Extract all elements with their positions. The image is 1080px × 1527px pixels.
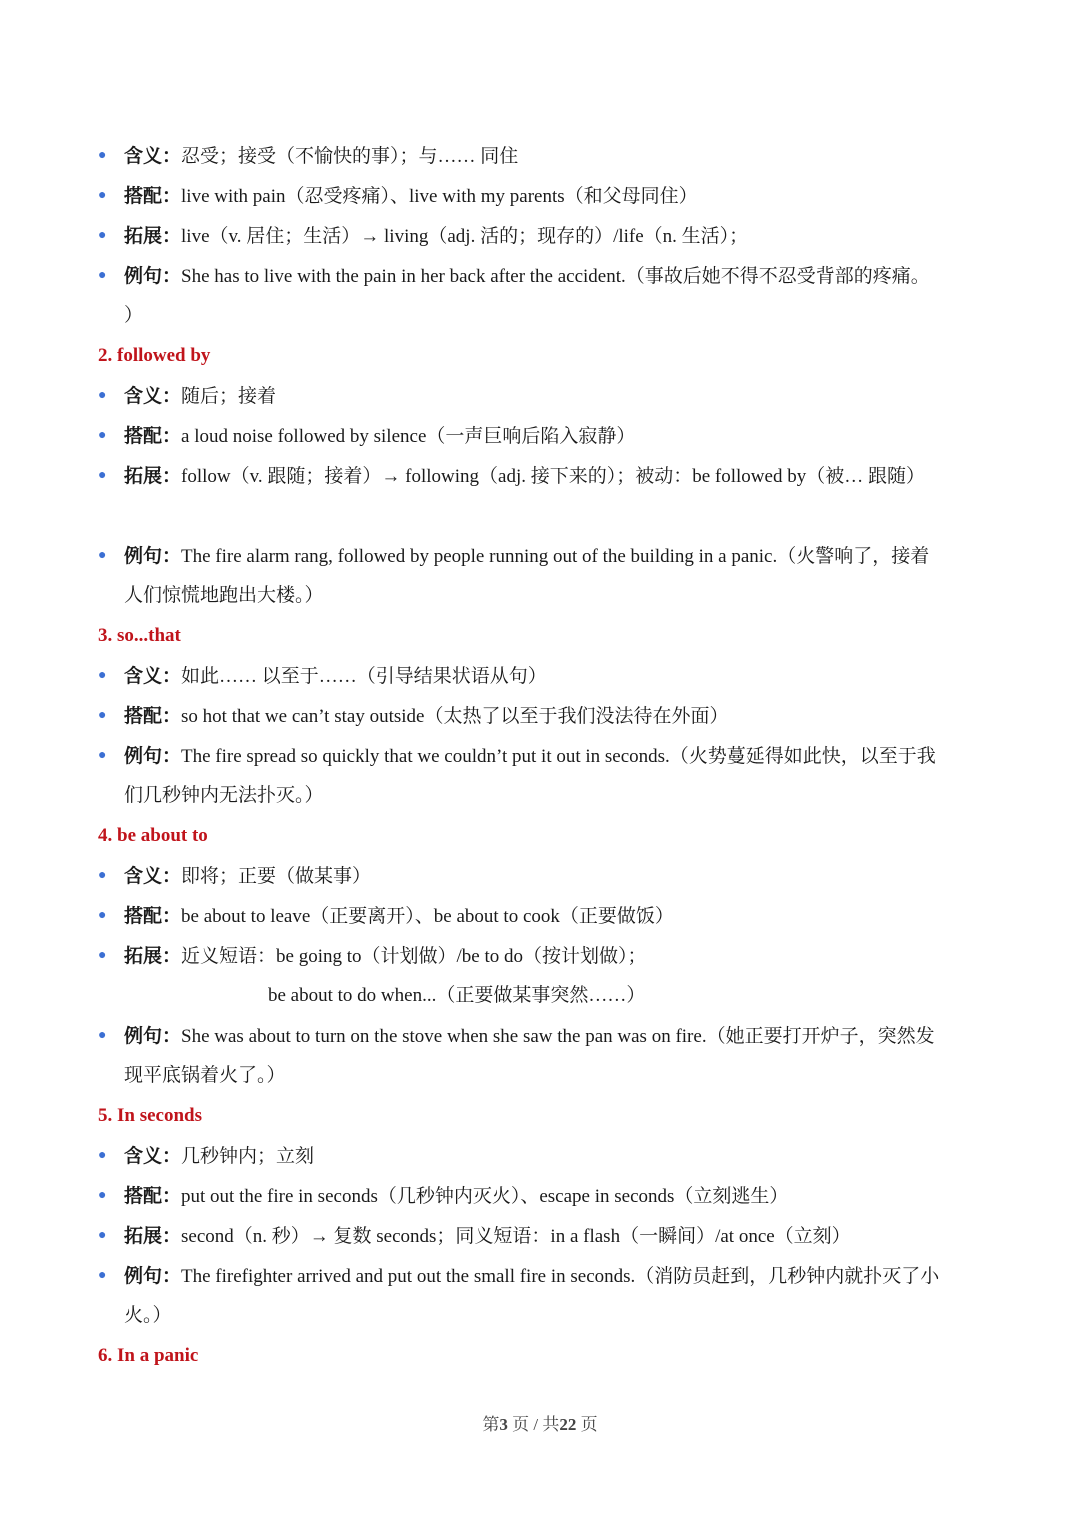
page-number: 3: [499, 1415, 508, 1434]
list-item: [98, 416, 998, 456]
section-heading: 6. In a panic: [98, 1345, 199, 1366]
item-text: She was about to turn on the stove when she saw the pan was on fire.（她正要打开炉子，突然发: [181, 1026, 935, 1047]
item-label: 搭配：: [124, 185, 182, 207]
item-text: so hot that we can’t stay outside（太热了以至于我们没法待在外面）: [181, 706, 729, 727]
item-text: live（v. 居住；生活）→ living（adj. 活的；现存的）/life（n. 生活）；: [181, 226, 749, 247]
item-label: 例句：: [124, 545, 182, 567]
item-label: 拓展：: [124, 945, 182, 967]
footer-suffix: 页: [576, 1415, 598, 1434]
bullet-icon: ●: [98, 188, 107, 203]
list-item: [98, 1016, 998, 1056]
bullet-icon: ●: [98, 1028, 107, 1043]
bullet-icon: ●: [98, 148, 107, 163]
bullet-icon: ●: [98, 868, 107, 883]
item-label: 搭配：: [124, 1185, 182, 1207]
bullet-icon: ●: [98, 1188, 107, 1203]
bullet-icon: ●: [98, 1148, 107, 1163]
list-item: [98, 536, 998, 576]
bullet-icon: ●: [98, 948, 107, 963]
list-item: [98, 736, 998, 776]
item-label: 例句：: [124, 1025, 182, 1047]
item-text: 如此…… 以至于……（引导结果状语从句）: [181, 666, 547, 687]
item-text: 即将；正要（做某事）: [181, 866, 372, 887]
section-heading: 5. In seconds: [98, 1105, 202, 1126]
list-item: [98, 1216, 998, 1256]
bullet-icon: ●: [98, 268, 107, 283]
page-footer: [0, 1410, 1080, 1435]
item-text: be about to leave（正要离开）、be about to cook（正要做饭）: [181, 906, 674, 927]
footer-prefix: 第: [482, 1415, 500, 1434]
footer-middle: 页 / 共: [507, 1415, 560, 1434]
bullet-icon: ●: [98, 228, 107, 243]
item-label: 拓展：: [124, 225, 182, 247]
list-item: [98, 896, 998, 936]
list-item: [98, 136, 998, 176]
list-item: [98, 1256, 998, 1296]
item-text: follow（v. 跟随；接着）→ following（adj. 接下来的）；被动：be followed by（被… 跟随）: [181, 466, 925, 487]
item-label: 搭配：: [124, 425, 182, 447]
item-label: 含义：: [124, 1145, 182, 1167]
section-heading: 2. followed by: [98, 345, 211, 366]
list-item: [98, 1176, 998, 1216]
bullet-icon: ●: [98, 388, 107, 403]
item-label: 含义：: [124, 665, 182, 687]
item-text: second（n. 秒）→ 复数 seconds；同义短语：in a flash（一瞬间）/at once（立刻）: [181, 1226, 851, 1247]
item-continuation: 现平底锅着火了。）: [124, 1065, 286, 1086]
list-item: [98, 1136, 998, 1176]
item-text: 忍受；接受（不愉快的事）；与…… 同住: [181, 146, 519, 167]
bullet-icon: ●: [98, 668, 107, 683]
item-label: 拓展：: [124, 465, 182, 487]
item-text: The firefighter arrived and put out the small fire in seconds.（消防员赶到，几秒钟内就扑灭了小: [181, 1266, 940, 1287]
item-label: 含义：: [124, 865, 182, 887]
list-item: [98, 216, 998, 256]
spacer: [98, 496, 998, 536]
bullet-icon: ●: [98, 548, 107, 563]
section-heading: 4. be about to: [98, 825, 208, 846]
item-text: She has to live with the pain in her back after the accident.（事故后她不得不忍受背部的疼痛。: [181, 266, 930, 287]
item-text: put out the fire in seconds（几秒钟内灭火）、escape in seconds（立刻逃生）: [181, 1186, 789, 1207]
list-item: [98, 856, 998, 896]
list-item: [98, 456, 998, 496]
list-item: [98, 376, 998, 416]
notes-content: [98, 136, 998, 1376]
item-label: 搭配：: [124, 705, 182, 727]
list-item: [98, 176, 998, 216]
item-label: 含义：: [124, 145, 182, 167]
item-continuation: 火。）: [124, 1305, 172, 1326]
item-label: 例句：: [124, 265, 182, 287]
bullet-icon: ●: [98, 468, 107, 483]
item-text: 随后；接着: [181, 386, 277, 407]
item-text: 近义短语：be going to（计划做）/be to do（按计划做）；: [181, 946, 647, 967]
section-heading: 3. so...that: [98, 625, 181, 646]
item-text: live with pain（忍受疼痛）、live with my parents（和父母同住）: [181, 186, 698, 207]
item-continuation: be about to do when...（正要做某事突然……）: [268, 985, 646, 1006]
item-continuation: 人们惊慌地跑出大楼。）: [124, 585, 324, 606]
item-label: 例句：: [124, 745, 182, 767]
list-item: [98, 656, 998, 696]
item-continuation: 们几秒钟内无法扑灭。）: [124, 785, 324, 806]
bullet-icon: ●: [98, 708, 107, 723]
item-label: 搭配：: [124, 905, 182, 927]
bullet-icon: ●: [98, 1228, 107, 1243]
item-text: a loud noise followed by silence（一声巨响后陷入寂静）: [181, 426, 636, 447]
item-text: 几秒钟内；立刻: [181, 1146, 315, 1167]
item-label: 拓展：: [124, 1225, 182, 1247]
item-label: 例句：: [124, 1265, 182, 1287]
list-item: [98, 936, 998, 976]
item-text: The fire spread so quickly that we couldn’t put it out in seconds.（火势蔓延得如此快，以至于我: [181, 746, 936, 767]
list-item: [98, 696, 998, 736]
item-label: 含义：: [124, 385, 182, 407]
item-continuation: ）: [124, 305, 144, 326]
bullet-icon: ●: [98, 428, 107, 443]
list-item: [98, 256, 998, 296]
item-text: The fire alarm rang, followed by people running out of the building in a panic.（火警响了，接着: [181, 546, 930, 567]
total-pages: 22: [559, 1415, 577, 1434]
bullet-icon: ●: [98, 1268, 107, 1283]
bullet-icon: ●: [98, 748, 107, 763]
bullet-icon: ●: [98, 908, 107, 923]
